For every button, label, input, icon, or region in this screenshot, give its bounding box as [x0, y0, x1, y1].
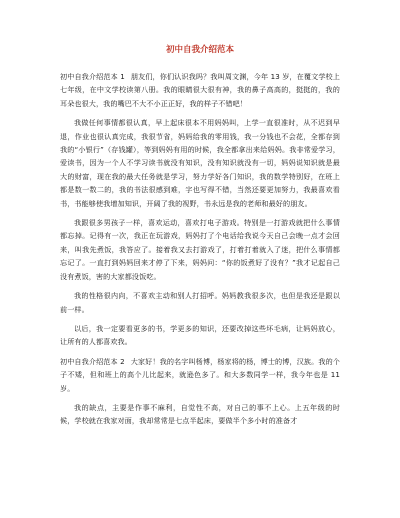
paragraph-2: 我做任何事情都很认真，早上起床很本不用妈妈叫，上学一直很准时，从不迟到早退，作业也很认真完成，我很节省，妈妈给我的零用钱，我一分钱也不会花，全都存到我的“小银行”（存钱罐），等到妈妈有用的时候，我全都拿出来给妈妈。我非常爱学习，爱读书，因为一个人不学习读书就没有知识，没有知识就没有一切，妈妈说知识就是最大的财富，现在我的最大任务就是学习，努力学好各门知识，我的数学特别好，在班上都是数一数二的，我的书法很感到难，字也写得不错，当然还要更加努力，我最喜欢看书，书能够使我增加知识，开阔了我的视野，书永远是我的老师和最好的朋友。: [60, 118, 340, 208]
paragraph-6-text: 大家好！我的名字叫杨博，杨家将的杨，博士的博，汉族。我的个子不矮，但和班上的高个儿比起来，就逊色多了。和大多数同学一样，我今年也是 11 岁。: [60, 356, 340, 393]
paragraph-5: 以后，我一定要看更多的书，学更多的知识，还要改掉这些坏毛病，让妈妈放心，让所有的人都喜欢我。: [60, 323, 340, 347]
paragraph-3: 我跟很多男孩子一样，喜欢运动，喜欢打电子游戏。特别是一打游戏就把什么事情都忘掉。记得有一次，我正在玩游戏，妈妈打了个电话给我说今天自己会晚一点才会回来，叫我先煮饭，我答应了。接着我又去打游戏了，打着打着就入了迷，把什么事情都忘记了。一直打到妈妈回来才停了下来，妈妈问：“你的饭煮好了没有？”我才记起自己没有煮饭，害的大家都没饭吃。: [60, 218, 340, 281]
paragraph-6: [60, 355, 340, 395]
document-title: 初中自我介绍范本: [165, 45, 234, 55]
section-heading-1: 初中自我介绍范本 1: [60, 72, 125, 81]
paragraph-1-text: 朋友们，你们认识我吗？我叫周文渊，今年 13 岁，在覆文学校上七年级，在中文学校读第八册。我的眼睛很大很有神，我的鼻子高高的，挺挺的，我的耳朵也很大，我的嘴巴不大不小正正好，我的样子不错吧！: [60, 72, 340, 108]
paragraph-7: 我的缺点，主要是作事不麻利，自觉性不高，对自己的事不上心。上五年级的时候，学校就在我家对面，我却常常是七点半起床，要做半个多小时的准备才: [60, 402, 340, 426]
section-heading-2: 初中自我介绍范本 2: [60, 356, 125, 366]
paragraph-4: 我的性格很内向，不喜欢主动和别人打招呼。妈妈教我很多次，也但是我还是跟以前一样。: [60, 291, 340, 314]
paragraph-1: [60, 70, 340, 110]
